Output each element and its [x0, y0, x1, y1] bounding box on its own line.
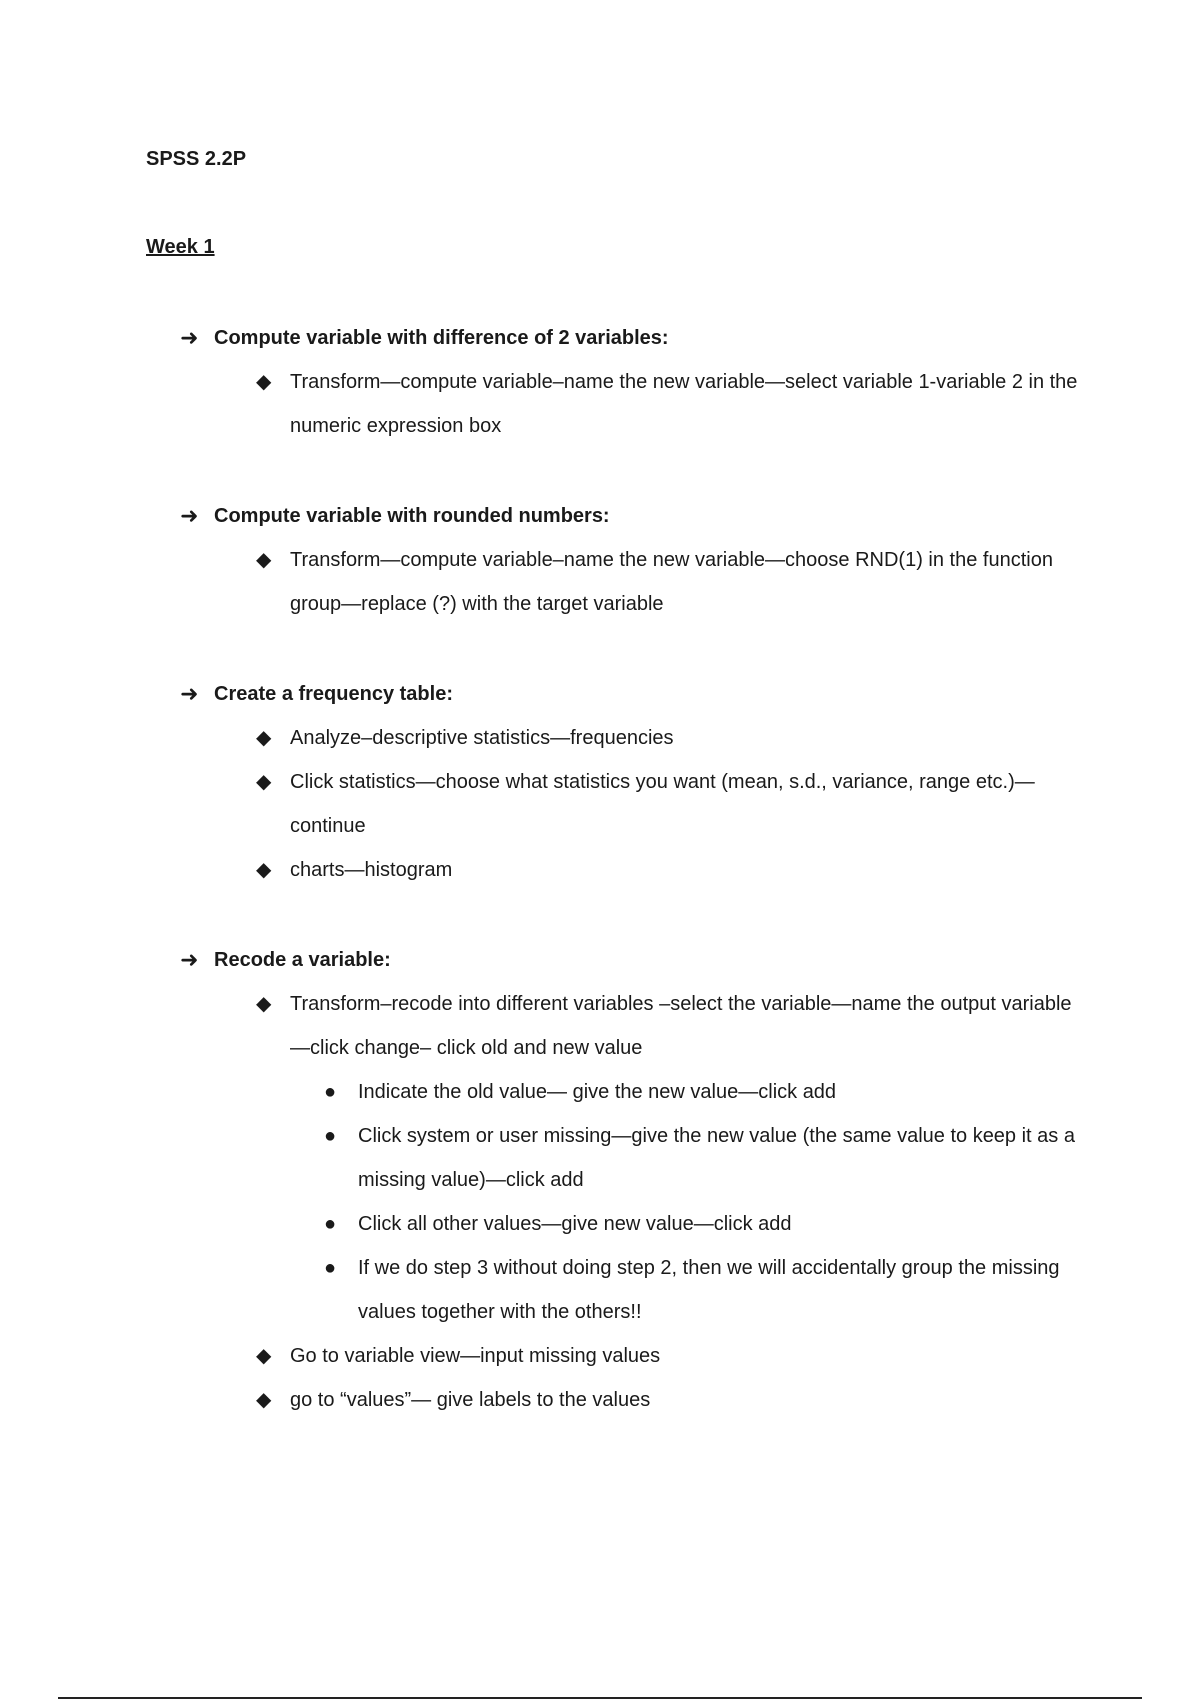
arrow-icon: ➜ — [180, 947, 199, 972]
list-item-text: Analyze–descriptive statistics—frequencies — [290, 727, 674, 749]
section-heading — [180, 316, 1100, 360]
list-item — [256, 716, 1100, 760]
dot-bullet-icon: ● — [324, 1125, 337, 1147]
section-heading-text: Recode a variable: — [214, 948, 391, 971]
arrow-icon: ➜ — [180, 681, 199, 706]
list-item — [256, 538, 1100, 626]
section-heading — [180, 938, 1100, 982]
dot-bullet-icon: ● — [324, 1081, 337, 1103]
section-heading — [180, 494, 1100, 538]
diamond-bullet-icon: ◆ — [256, 993, 272, 1015]
arrow-icon: ➜ — [180, 503, 199, 528]
sub-list-item — [324, 1246, 1100, 1334]
diamond-bullet-icon: ◆ — [256, 771, 272, 793]
diamond-bullet-icon: ◆ — [256, 1389, 272, 1411]
section-heading-text: Compute variable with rounded numbers: — [214, 504, 610, 527]
section-recode-variable — [180, 938, 1100, 1422]
list-item-text: go to “values”— give labels to the values — [290, 1389, 651, 1411]
list-item-text: Transform–recode into different variables –select the variable—name the output variable—click change– click old and new value — [290, 993, 1072, 1059]
section-frequency-table — [180, 672, 1100, 892]
section-heading — [180, 672, 1100, 716]
dot-bullet-icon: ● — [324, 1213, 337, 1235]
sub-list-item-text: Click system or user missing—give the new value (the same value to keep it as a missing value)—click add — [358, 1125, 1075, 1191]
section-compute-difference — [180, 316, 1100, 448]
footer-divider — [58, 1697, 1142, 1699]
list-item-text: Transform—compute variable–name the new variable—choose RND(1) in the function group—replace (?) with the target variable — [290, 549, 1053, 615]
list-item-text: Click statistics—choose what statistics you want (mean, s.d., variance, range etc.)—continue — [290, 771, 1035, 837]
section-heading-text: Compute variable with difference of 2 variables: — [214, 326, 669, 349]
dot-bullet-icon: ● — [324, 1257, 337, 1279]
sub-list-item-text: If we do step 3 without doing step 2, then we will accidentally group the missing values together with the others!! — [358, 1257, 1060, 1323]
sub-list-item — [324, 1114, 1100, 1202]
section-compute-rounded — [180, 494, 1100, 626]
diamond-bullet-icon: ◆ — [256, 371, 272, 393]
sub-list-item-text: Click all other values—give new value—click add — [358, 1213, 792, 1235]
list-item — [256, 760, 1100, 848]
list-item — [256, 360, 1100, 448]
diamond-bullet-icon: ◆ — [256, 549, 272, 571]
list-item-text: Transform—compute variable–name the new variable—select variable 1-variable 2 in the numeric expression box — [290, 371, 1078, 437]
arrow-icon: ➜ — [180, 325, 199, 350]
week-heading: Week 1 — [146, 236, 215, 258]
sub-list-item — [324, 1202, 1100, 1246]
list-item — [256, 1378, 1100, 1422]
list-item — [256, 982, 1100, 1070]
diamond-bullet-icon: ◆ — [256, 1345, 272, 1367]
diamond-bullet-icon: ◆ — [256, 859, 272, 881]
document-title: SPSS 2.2P — [146, 148, 247, 170]
list-item — [256, 1334, 1100, 1378]
sub-list-item-text: Indicate the old value— give the new value—click add — [358, 1081, 837, 1103]
list-item-text: Go to variable view—input missing values — [290, 1345, 661, 1367]
section-heading-text: Create a frequency table: — [214, 682, 453, 705]
list-item-text: charts—histogram — [290, 859, 453, 881]
list-item — [256, 848, 1100, 892]
sub-list-item — [324, 1070, 1100, 1114]
diamond-bullet-icon: ◆ — [256, 727, 272, 749]
